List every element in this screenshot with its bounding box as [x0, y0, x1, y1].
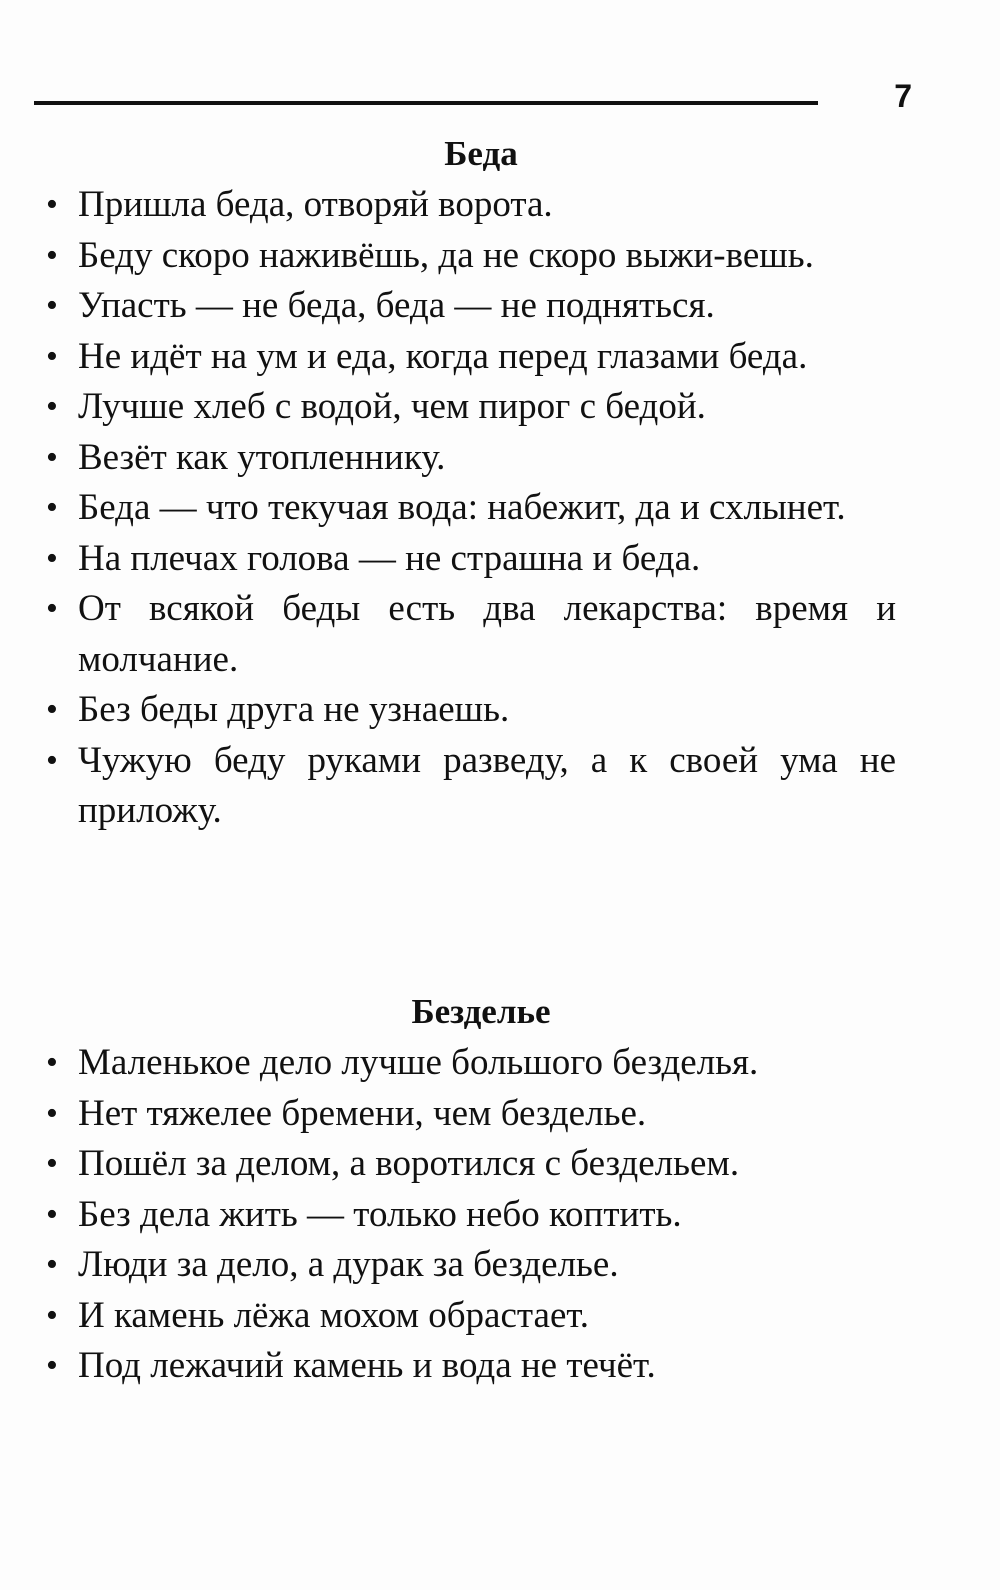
bullet-icon: • [46, 1094, 58, 1132]
list-item [46, 382, 896, 433]
list-item [46, 1341, 896, 1392]
list-item [46, 1291, 896, 1342]
bullet-icon: • [46, 1195, 58, 1233]
bullet-icon: • [46, 691, 58, 728]
proverb-text: Чужую беду руками разведу, а к своей ума не приложу. [78, 739, 896, 831]
bullet-icon: • [46, 1246, 58, 1283]
proverb-text: Маленькое дело лучше большого безделья. [78, 1042, 759, 1083]
list-item [46, 281, 896, 332]
proverb-text: Не идёт на ум и еда, когда перед глазами беда. [78, 335, 808, 377]
proverb-text: Без беды друга не узнаешь. [78, 689, 510, 730]
list-item [46, 736, 896, 837]
section-title: Безделье [411, 992, 551, 1031]
proverb-text: Пошёл за делом, а воротился с бездельем. [78, 1143, 740, 1184]
list-item [46, 685, 896, 736]
proverb-text: Упасть — не беда, беда — не подняться. [78, 285, 715, 326]
proverb-text: Люди за дело, а дурак за безделье. [78, 1244, 619, 1285]
bullet-icon: • [46, 236, 58, 274]
list-item [46, 231, 896, 282]
list-item [46, 534, 896, 585]
proverb-text: Под лежачий камень и вода не течёт. [78, 1345, 656, 1386]
page-header [34, 78, 914, 118]
section-bezdelye [46, 990, 896, 1392]
list-item [46, 1038, 896, 1089]
list-item [46, 180, 896, 231]
proverb-text: Беду скоро наживёшь, да не скоро выжи-вешь. [78, 234, 814, 276]
proverb-text: Без дела жить — только небо коптить. [78, 1193, 682, 1235]
bullet-icon: • [46, 186, 58, 223]
list-item [46, 1089, 896, 1140]
proverb-text: И камень лёжа мохом обрастает. [78, 1294, 590, 1336]
bullet-icon: • [46, 438, 58, 476]
list-item [46, 1240, 896, 1291]
bullet-icon: • [46, 337, 58, 375]
proverb-text: Лучше хлеб с водой, чем пирог с бедой. [78, 386, 706, 427]
list-item [46, 1139, 896, 1190]
proverb-list [46, 180, 896, 837]
bullet-icon: • [46, 1296, 58, 1334]
proverb-text: Беда — что текучая вода: набежит, да и схлынет. [78, 487, 846, 528]
section-beda [46, 132, 896, 837]
list-item [46, 1190, 896, 1241]
page-number: 7 [894, 78, 912, 114]
proverb-text: Нет тяжелее бремени, чем безделье. [78, 1092, 647, 1134]
bullet-icon: • [46, 590, 58, 627]
list-item [46, 584, 896, 685]
proverb-list [46, 1038, 896, 1392]
bullet-icon: • [46, 489, 58, 526]
list-item [46, 332, 896, 383]
header-rule [34, 101, 818, 105]
list-item [46, 433, 896, 484]
proverb-text: Пришла беда, отворяй ворота. [78, 184, 553, 225]
proverb-text: Везёт как утопленнику. [78, 436, 446, 478]
proverb-text: На плечах голова — не страшна и беда. [78, 537, 701, 579]
bullet-icon: • [46, 539, 58, 577]
list-item [46, 483, 896, 534]
proverb-text: От всякой беды есть два лекарства: время и молчание. [78, 588, 896, 680]
section-title: Беда [444, 134, 518, 173]
bullet-icon: • [46, 1347, 58, 1384]
bullet-icon: • [46, 1044, 58, 1081]
bullet-icon: • [46, 388, 58, 425]
bullet-icon: • [46, 287, 58, 324]
bullet-icon: • [46, 1145, 58, 1182]
bullet-icon: • [46, 741, 58, 779]
